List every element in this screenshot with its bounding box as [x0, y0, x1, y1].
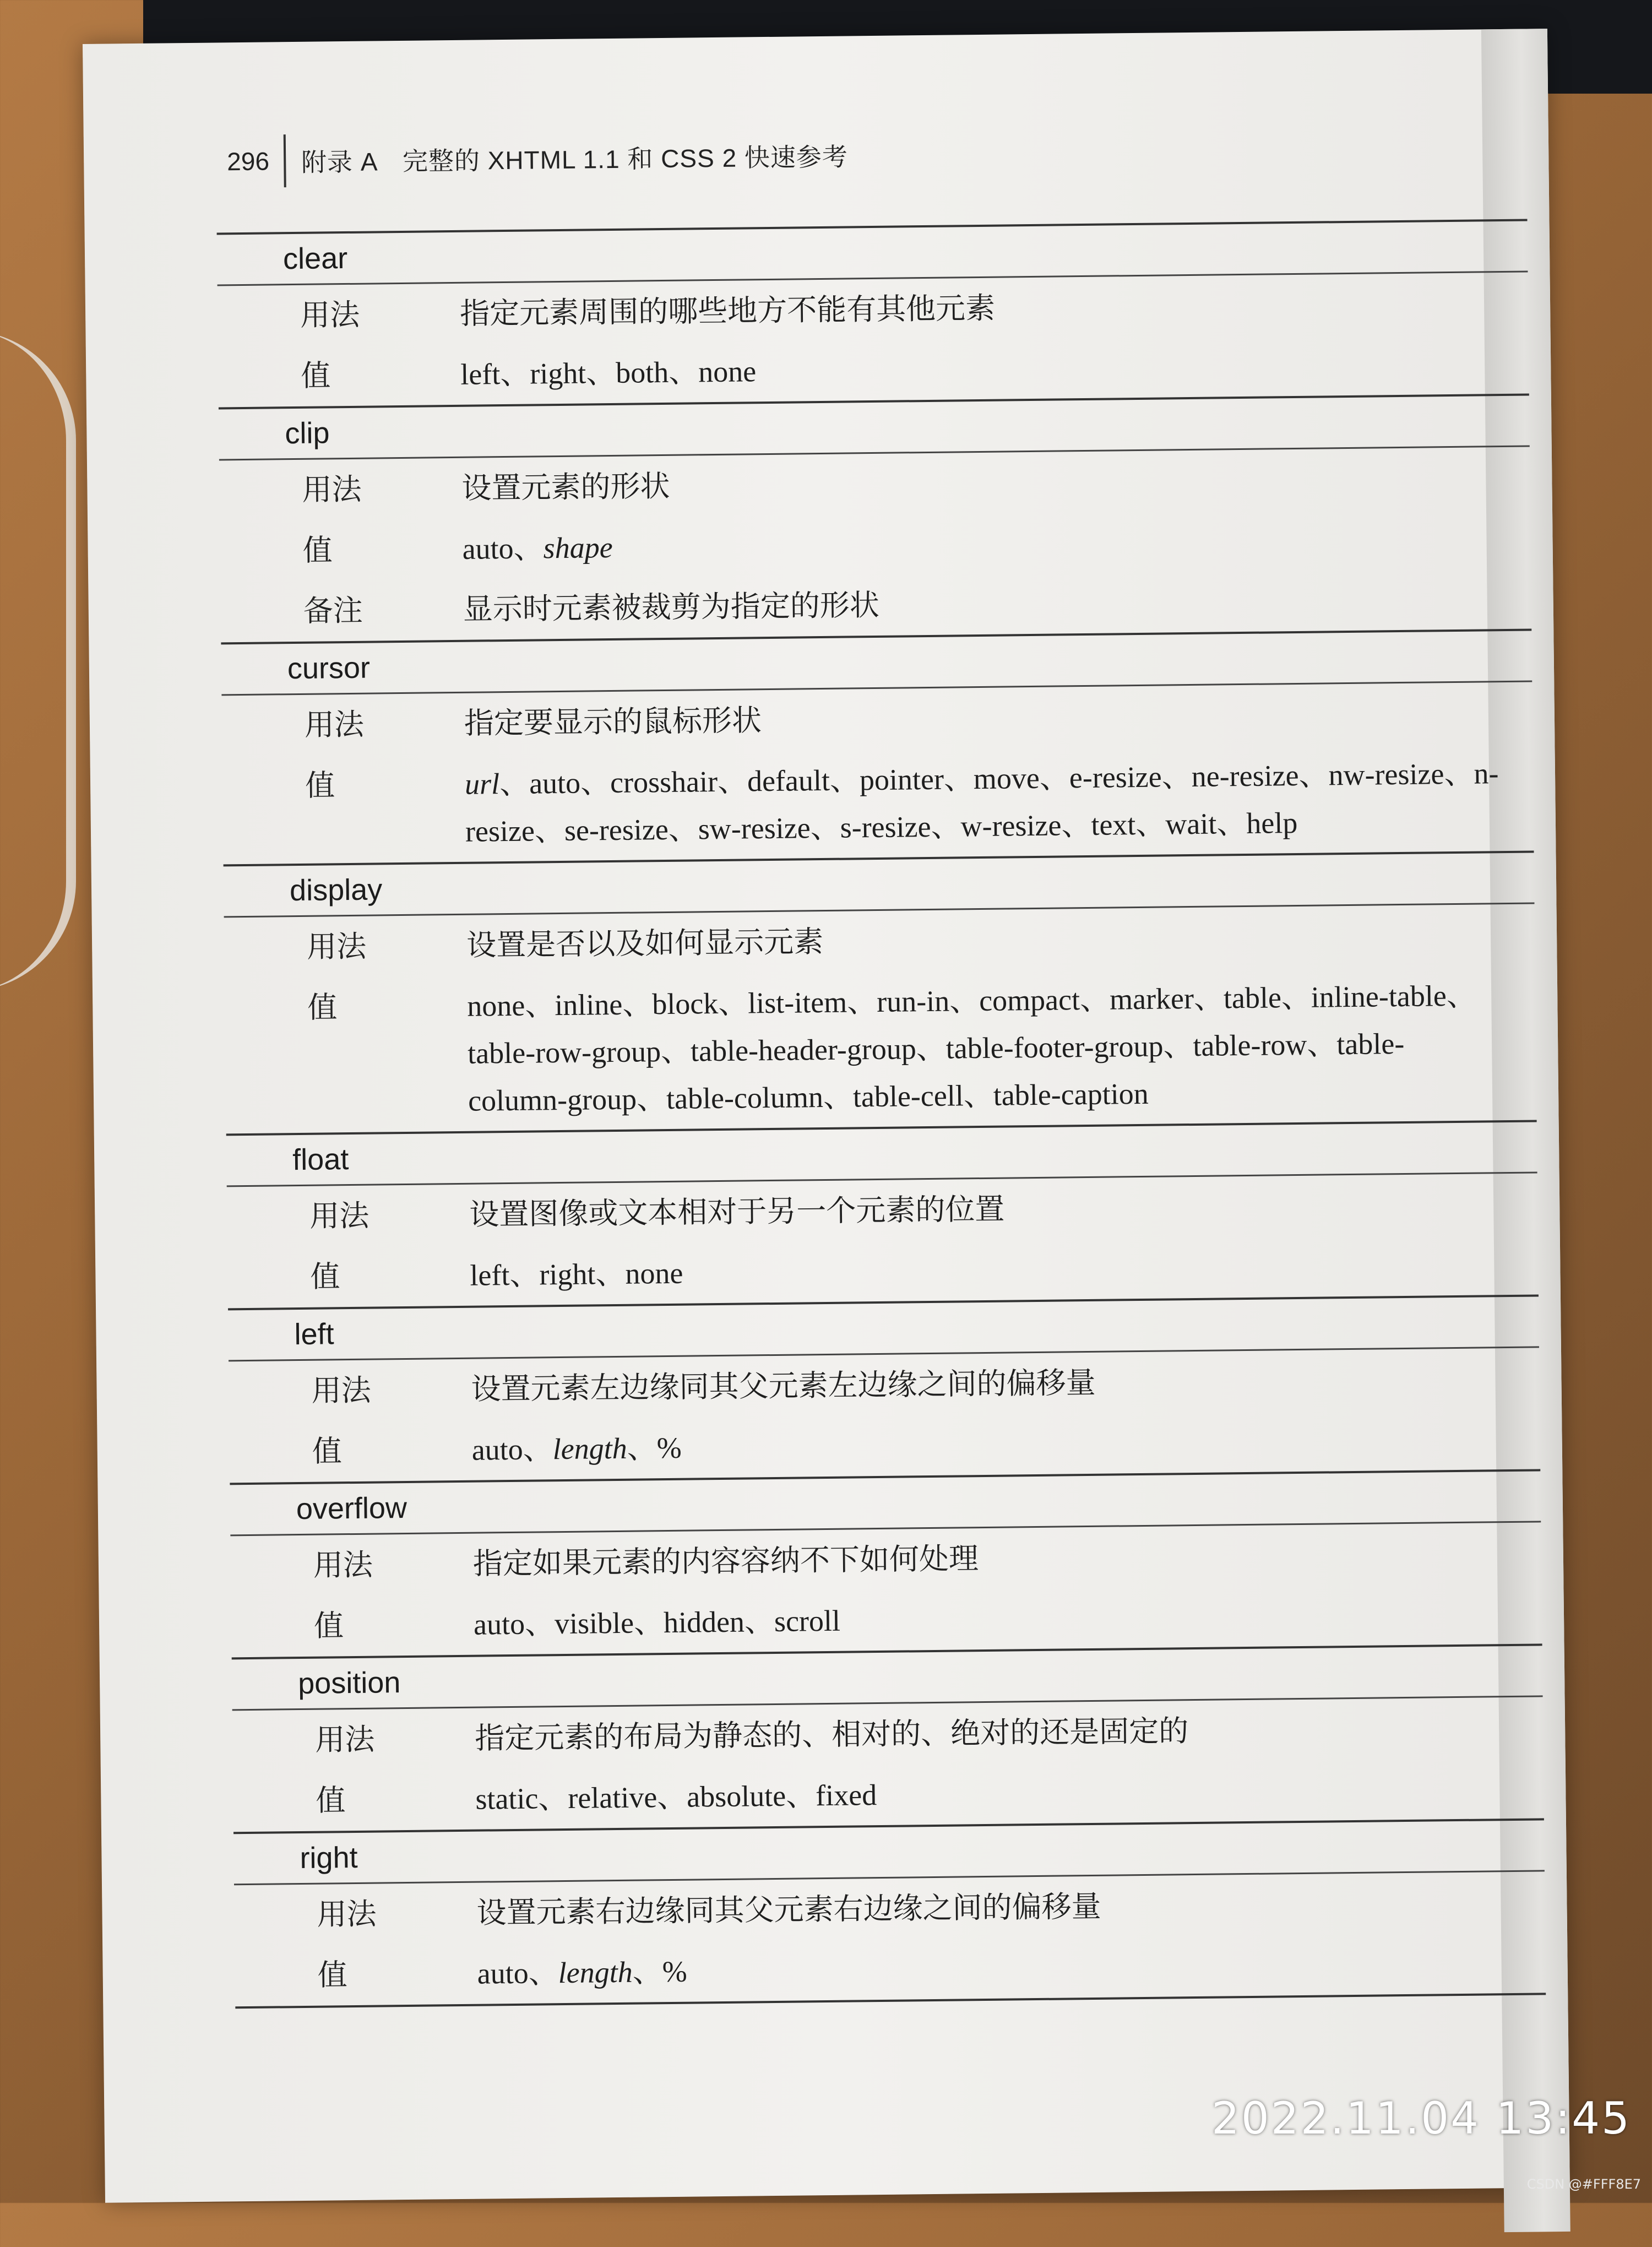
- property-name: overflow: [230, 1471, 1541, 1536]
- row-text: [462, 514, 1531, 573]
- row-text: static、relative、absolute、fixed: [475, 1778, 877, 1816]
- row-label: 值: [316, 1783, 346, 1818]
- row-label: 用法: [304, 707, 365, 742]
- property-entry-position: [232, 1643, 1544, 1832]
- book-page: [83, 29, 1570, 2203]
- row-text: auto、visible、hidden、scroll: [473, 1604, 841, 1641]
- row-label: 备注: [303, 593, 363, 628]
- italic-term: length: [558, 1955, 633, 1990]
- property-entry-clip: [219, 394, 1531, 643]
- row-text: left、right、both、none: [460, 355, 757, 391]
- property-row: [222, 742, 1534, 864]
- row-label: 值: [313, 1608, 344, 1643]
- property-entry-float: [226, 1120, 1539, 1308]
- row-text: 设置元素右边缘同其父元素右边缘之间的偏移量: [476, 1888, 1101, 1930]
- row-text: 设置元素的形状: [461, 468, 670, 506]
- property-name: clear: [217, 221, 1528, 286]
- property-entry-overflow: [230, 1469, 1542, 1657]
- text-part: auto、: [462, 531, 544, 566]
- row-text: 显示时元素被裁剪为指定的形状: [463, 587, 880, 627]
- header-divider: [283, 134, 286, 187]
- property-row: [225, 964, 1537, 1133]
- row-label: 值: [310, 1259, 340, 1294]
- italic-term: length: [552, 1431, 628, 1466]
- italic-term: url: [464, 767, 500, 801]
- page-number: 296: [226, 146, 270, 176]
- row-text: none、inline、block、list-item、run-in、compact、marker、table、inline-table、table-row-group、table-header-group、table-footer-group、table-row、table-column-group、table-column、table-cell、table-caption: [467, 979, 1477, 1117]
- property-name: position: [232, 1646, 1543, 1711]
- property-entry-left: [228, 1294, 1540, 1483]
- row-label: 用法: [306, 929, 367, 964]
- row-label: 用法: [300, 297, 360, 333]
- row-label: 值: [317, 1957, 348, 1993]
- css-reference-table: [217, 219, 1546, 2009]
- photo-timestamp: 2022.11.04 13:45: [1211, 2093, 1632, 2144]
- cable: [0, 330, 76, 991]
- row-label: 用法: [311, 1372, 371, 1408]
- row-label: 值: [305, 768, 335, 803]
- row-label: 值: [307, 990, 338, 1025]
- property-name: float: [226, 1122, 1537, 1187]
- row-text: 指定如果元素的内容容纳不下如何处理: [472, 1541, 979, 1581]
- property-entry-right: [233, 1818, 1546, 2009]
- row-label: 值: [300, 358, 331, 393]
- property-name: left: [228, 1296, 1539, 1361]
- row-label: 值: [302, 533, 333, 568]
- row-label: 用法: [309, 1198, 369, 1234]
- text-part: auto、: [477, 1956, 559, 1990]
- text-part: auto、: [471, 1432, 553, 1467]
- property-entry-clear: [217, 219, 1529, 408]
- row-label: 用法: [302, 471, 362, 507]
- text-part: 、auto、crosshair、default、pointer、move、e-resize、ne-resize、nw-resize、n-resize、se-resize、sw-resize、s-resize、w-resize、text、wait、help: [465, 757, 1499, 848]
- row-text: 设置图像或文本相对于另一个元素的位置: [469, 1191, 1005, 1232]
- row-label: 值: [312, 1434, 343, 1469]
- row-text: 指定元素的布局为静态的、相对的、绝对的还是固定的: [474, 1713, 1189, 1756]
- property-row: [235, 1932, 1546, 2006]
- row-label: 用法: [314, 1722, 375, 1757]
- row-text: left、right、none: [470, 1256, 683, 1292]
- property-name: cursor: [221, 631, 1532, 696]
- row-text: 指定元素周围的哪些地方不能有其他元素: [459, 290, 996, 331]
- text-part: 、%: [632, 1955, 687, 1989]
- property-name: display: [224, 853, 1535, 918]
- property-entry-cursor: [221, 629, 1534, 865]
- row-text: [477, 1939, 1546, 1997]
- row-label: 用法: [317, 1896, 377, 1932]
- watermark: CSDN @#FFF8E7: [1526, 2177, 1641, 2192]
- property-name: clip: [219, 396, 1530, 461]
- italic-term: shape: [543, 530, 613, 565]
- row-text: 设置元素左边缘同其父元素左边缘之间的偏移量: [471, 1365, 1096, 1407]
- row-label: 用法: [313, 1547, 373, 1583]
- page-header: [227, 128, 849, 188]
- row-text: [465, 749, 1534, 855]
- row-text: [471, 1415, 1540, 1473]
- row-text: 指定要显示的鼠标形状: [464, 703, 762, 741]
- row-text: 设置是否以及如何显示元素: [466, 924, 824, 963]
- property-entry-display: [224, 850, 1537, 1133]
- property-name: right: [233, 1820, 1545, 1885]
- text-part: 、%: [627, 1431, 682, 1465]
- chapter-title: 附录 A 完整的 XHTML 1.1 和 CSS 2 快速参考: [301, 142, 849, 177]
